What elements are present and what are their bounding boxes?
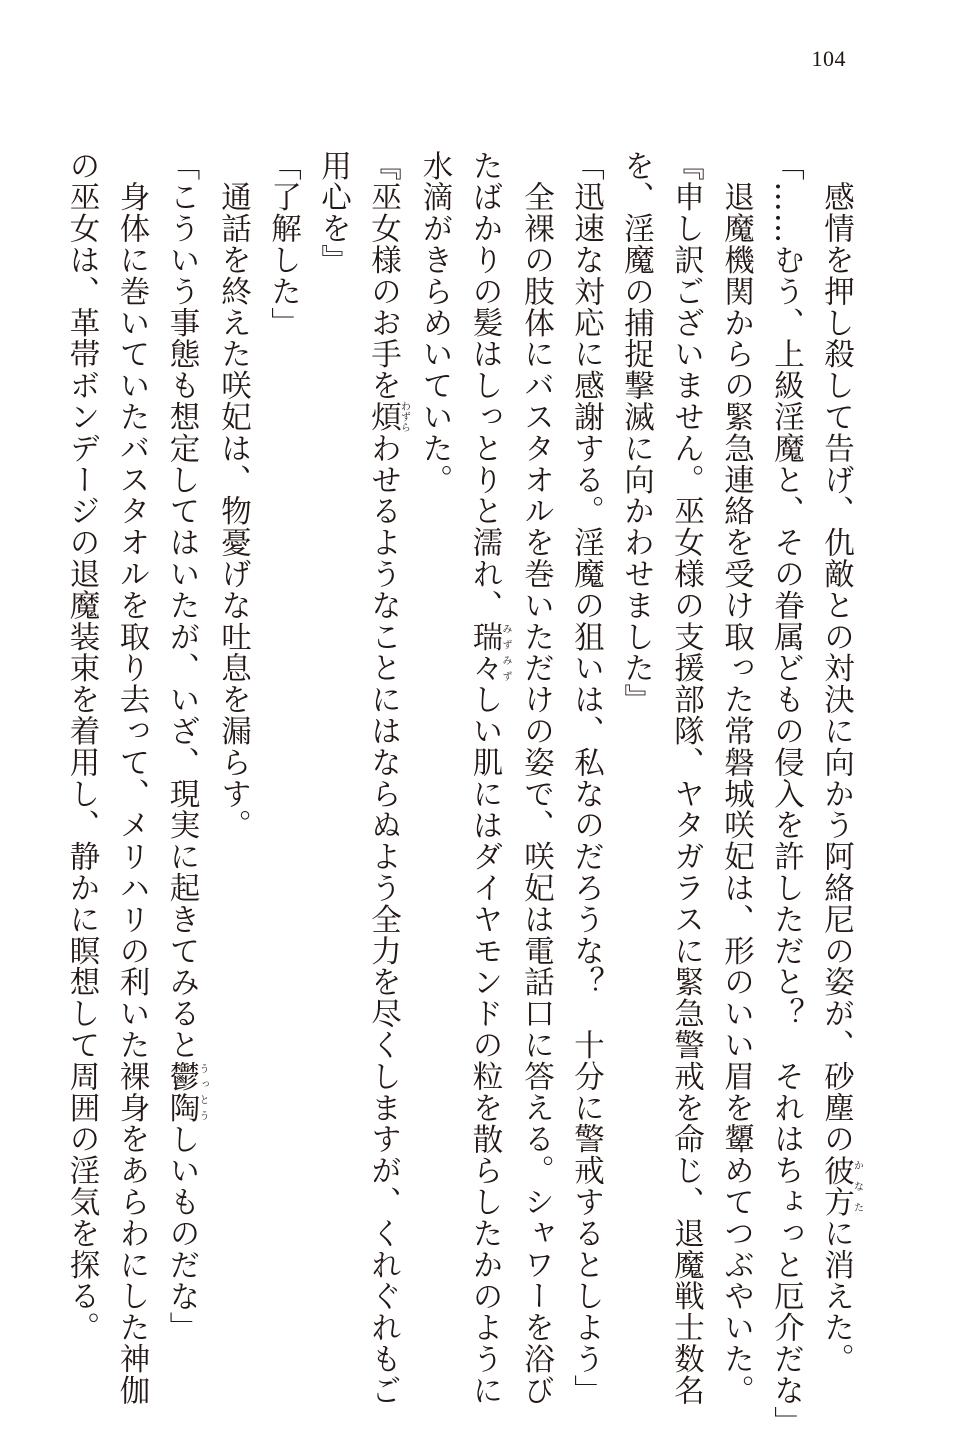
text-line-14: 「こういう事態も想定してはいたが、いざ、現実に起きてみると鬱陶うっとうしいものだな」 — [164, 150, 208, 1344]
ruby-annotation: 瑞々みずみず — [467, 621, 511, 684]
text-line-3: 退魔機関からの緊急連絡を受け取った常磐城咲妃は、形のいい眉を顰めてつぶやいた。 — [718, 150, 754, 1406]
text-line-15: 身体に巻いていたバスタオルを取り去って、メリハリの利いた裸身をあらわにした神伽 — [114, 150, 149, 1406]
vertical-body-text — [64, 150, 863, 1437]
text-line-9: 水滴がきらめいていた。 — [417, 150, 452, 496]
text-line-11: 用心を』 — [315, 150, 351, 276]
text-line-5: を、淫魔の捕捉撃滅に向かわせました』 — [618, 150, 654, 716]
text-line-13: 通話を終えた咲妃は、物憂げな吐息を漏らす。 — [215, 150, 251, 841]
text-line-6: 「迅速な対応に感謝する。淫魔の狙いは、私なのだろうな？ 十分に警戒するとしよう」 — [568, 150, 604, 1406]
text-line-12: 「了解した」 — [265, 150, 301, 339]
text-line-1: 感情を押し殺して告げ、仇敵との対決に向かう阿絡尼の姿が、砂塵の彼方かなたに消えた。 — [818, 150, 863, 1375]
text-line-16: の巫女は、革帯ボンデージの退魔装束を着用し、静かに瞑想して周囲の淫気を探る。 — [64, 150, 99, 1344]
ruby-annotation: 鬱陶うっとう — [164, 1060, 208, 1124]
text-line-10: 『巫女様のお手を煩わずらわせるようなことにはならぬよう全力を尽くしますが、くれぐれもご — [365, 150, 410, 1407]
page-number: 104 — [811, 46, 846, 71]
ruby-annotation: 煩わずら — [365, 401, 410, 433]
text-line-8: たばかりの髪はしっとりと濡れ、瑞々みずみずしい肌にはダイヤモンドの粒を散らしたかのように — [467, 150, 511, 1407]
ruby-annotation: 彼方かなた — [818, 1154, 863, 1218]
text-line-4: 『申し訳ございません。巫女様の支援部隊、ヤタガラスに緊急警戒を命じ、退魔戦士数名 — [668, 150, 704, 1406]
text-line-7: 全裸の肢体にバスタオルを巻いただけの姿で、咲妃は電話口に答える。シャワーを浴び — [518, 150, 554, 1406]
text-line-2: 「……むう、上級淫魔と、その眷属どもの侵入を許しただと？ それはちょっと厄介だな」 — [768, 150, 804, 1437]
